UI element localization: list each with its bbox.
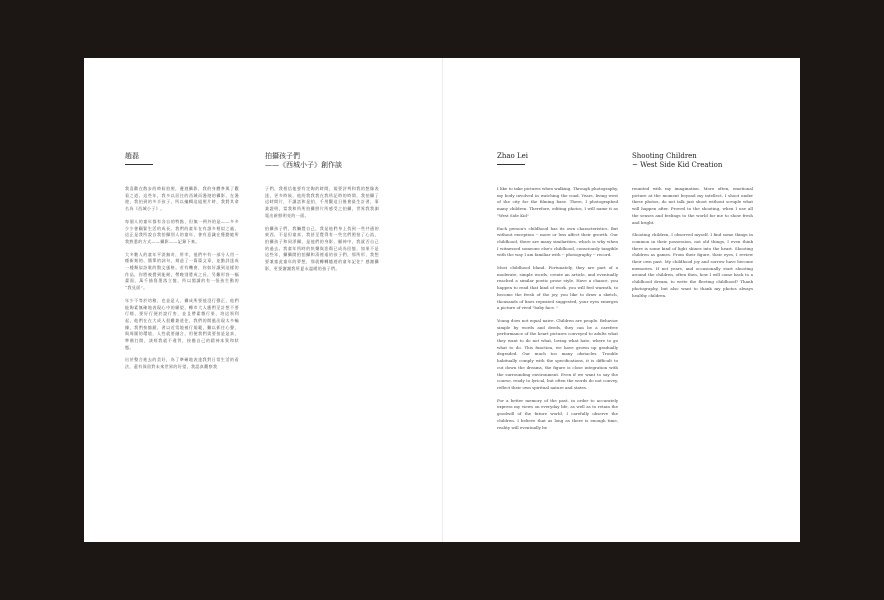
- body-paragraph: 大多數人的童年平淡無奇，所幸，他們中有一部分人用一種新刻的、簡單的詞句，刻造了一篇篇文章，並勤詳達成一種類似詩歌的散文風格。若有機會，你如好讓到這樣的作品，你將被覺到能耐，帶晚別將成之長，另難形容一幅畫面，萬千描寫墨落立憶，所以閱讀的有一張孩生動的 “我見面”。: [125, 251, 239, 291]
- page-gutter: [442, 58, 443, 542]
- body-paragraph: Young does not equal naive. Children are people. Behavior simple by words and deeds, they can be a carefree performance of the heart pictures conveyed to adults what they want to do not what, loving what hate, where to go what to do. This function, we have grown up gradually degraded. Our much too many obstacles. Trouble habitually comply with the specifications, it is difficult to cut down the dreams, the figure is close integration with the surrounding environment. Even if we want to say the course, ready to lyrical, but often the words do not convey, reflect their own spiritual nature and states.: [497, 317, 618, 390]
- left-author-rule: [125, 164, 153, 165]
- right-title-heading: [632, 152, 722, 170]
- left-title-line1: 拍攝孩子們: [265, 152, 300, 160]
- left-column-2: [265, 186, 379, 346]
- right-title-line1: Shooting Children: [632, 152, 697, 160]
- left-title-heading: [265, 152, 342, 170]
- body-paragraph: 子們，我相信他要有定夠的時間，規要評判和我的想像表達，更多時候，他的我我我在我所記時的時間，我拍攝了這時間片，不讓話和是拍，千用觀這日後會最生計習，事業證明，當我和所所拍攝照片所感受之拍攝，世界我我測電出新鮮明亮的一面。: [265, 186, 379, 218]
- right-author-heading: [497, 152, 528, 165]
- body-paragraph: 出於整合進去的美好，為了準確地表達我對日常生活的看法，還有保留對未來世界的好望，我認真觀察我: [125, 357, 239, 370]
- left-title-line2: ——《西城小子》創作談: [265, 161, 342, 169]
- body-paragraph: Most childhood bland. Fortunately, they are part of a moderate, simple words, create an article, and eventually reached a similar poetic prose style. Have a chance, you happen to read that kind of work. you will feel warmth, to become the fresh of the joy, you like to draw a sketch, thousands of lines repeated suggested, your eyes emerges a picture of vivid "baby face. ": [497, 265, 618, 311]
- body-paragraph: Shooting children, I observed myself. I find some things in common in their possession, not old things, I even think there is some kind of light shines into the heart. Shooting children as games. From their figure, their eyes, I review their own past. My childhood joy and sorrow have become memories. If not years, and occasionally start shooting around the children, often then, how I will come back to a childhood dream, to write the fleeting childhood? Thank photography, but also want to thank my photos always healthy children.: [632, 232, 753, 298]
- right-title-line2: ~ West Side Kid Creation: [632, 161, 723, 169]
- body-paragraph: 我喜歡在散步的時候拍照，邊遊攝影，我的身體參與了觀看之道。這些年，我多以居住的西城而漫遊的攝影，在漫遊，我拍到的多半孩子，所以編輯這組照片時，我將其命名為《西城小子》。: [125, 186, 239, 212]
- right-author-name: Zhao Lei: [497, 152, 529, 160]
- body-paragraph: 年少不等於幼稚，也並是人，攝成所要他沒行聲正，他們能夠素無確地表現心中的願望，轉市大人應們至計想不要行標，要好行便於說行害，並且帶素雜行果，培這領利起，他們在在大成人很難兼道住，我們的開風出現太多輸據，我們按縮錯，習以近常地被行規範，難以抓住心聲，與周圍的環境，人性就要融合，用便我們需要拍是是真，準備打開，該經我就不違背，按應自己的精神本質和狀態。: [125, 297, 239, 350]
- right-author-rule: [497, 164, 525, 165]
- right-column-2: [632, 186, 753, 376]
- right-column-1: [497, 186, 618, 462]
- book-spread: [84, 58, 800, 542]
- body-paragraph: For a better memory of the past, in order to accurately express my views on everyday life, as well as to retain the goodwill of the future world, I carefully observe the children. I believe that as long as there is enough time, reality will eventually be: [497, 397, 618, 430]
- body-paragraph: I like to take pictures when walking. Through photography, my body involved in watching the road. Years, living west of the city for the filming base. There, I photographed many children. Therefore, editing photos, I will name it as "West Side Kid": [497, 186, 618, 218]
- left-author-name: 趙磊: [125, 152, 139, 160]
- body-paragraph: 拍攝孩子們，我觸覺自己，我是他們身上找到一些共通的東西，不是但童真，我甚至覺得有一些完們照拍了心流，拍攝孩子和同淨攝，是他們的身影，顯神中，我就否自己的過去。我童年所時的快樂與悲傷已成為回憶，如果不是這些年，攝攝開拍拍攝和清裡遠的孩子們，那所形，我想要兼童此童年的夢想，那就轉轉隨遊的童年記住？感謝攝影，更要謝謝我所夏永溫暖的孩子們。: [265, 225, 379, 271]
- left-author-heading: [125, 152, 153, 165]
- left-column-1: [125, 186, 239, 492]
- body-paragraph: 每個人的童年都有各自的特點，但無一例外的是——多多少少會顧緊生活的成長。我們的童年在有誰多相似之處，這正是我所說自我拍攝別人的童年，會有意識在獲勤她所我熟悉的方式——攝影——記錄下來。: [125, 218, 239, 244]
- body-paragraph: Each person's childhood has its own characteristics. But without exception -- more or less affect their growth. Our childhood, there are many similarities, which is why when I witnessed someone else's childhood, consciously tangible with the way I am familiar with -- photography -- record.: [497, 225, 618, 258]
- body-paragraph: reunited with my imagination. More often, emotional picture at the moment beyond my intellect, I shoot under these photos, do not talk just shoot without scruple what will happen after. Proved to the shooting, when I use all the senses and feelings to the world for me to show fresh and bright.: [632, 186, 753, 225]
